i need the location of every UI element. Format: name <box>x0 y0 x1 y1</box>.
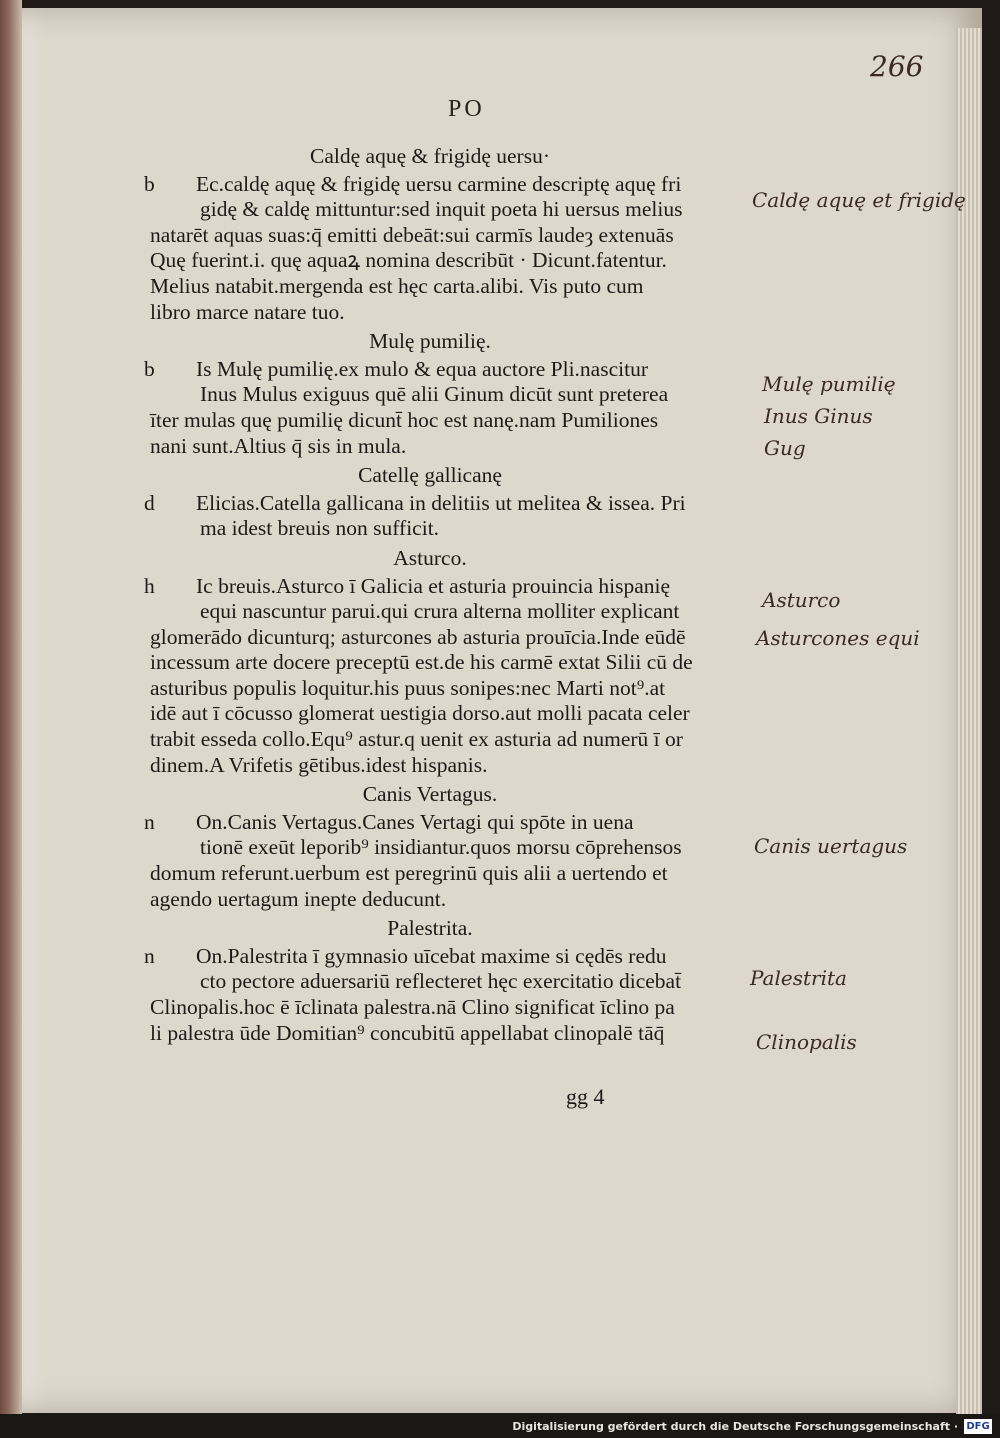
text-line: trabit esseda collo.Equ⁹ astur.q uenit ex asturia ad numerū ī or <box>150 727 683 752</box>
signature-mark: gg 4 <box>566 1084 605 1109</box>
page-fore-edge <box>956 28 982 1418</box>
text-line: dinem.A Vrifetis gētibus.idest hispanis. <box>150 752 488 777</box>
main-text-column <box>144 140 710 1046</box>
text-line: Is Mulę pumilię.ex mulo & equa auctore Pli.nascitur <box>196 356 648 381</box>
footer-bar <box>0 1414 1000 1438</box>
text-line: agendo uertagum inepte deducunt. <box>150 886 447 911</box>
marginal-note: Gug <box>764 436 806 460</box>
marginal-note: Asturcones equi <box>756 626 920 650</box>
text-line: On.Canis Vertagus.Canes Vertagi qui spōte in uena <box>196 809 634 834</box>
section-heading: Asturco. <box>393 545 467 570</box>
text-line: domum referunt.uerbum est peregrinū quis alii a uertendo et <box>150 861 668 886</box>
marginal-note: Canis uertagus <box>754 834 908 858</box>
text-line: nani sunt.Altius q̄ sis in mula. <box>150 433 407 458</box>
guide-letter: h <box>144 573 155 598</box>
marginal-note: Mulę pumilię <box>762 372 896 396</box>
text-line: glomerādo dicunturq; asturcones ab asturia prouīcia.Inde eūdē <box>150 624 686 649</box>
running-head: PO <box>448 96 485 122</box>
marginal-note: Caldę aquę et frigidę <box>752 188 966 212</box>
binding-edge <box>0 0 22 1438</box>
marginal-note: Inus Ginus <box>764 404 873 428</box>
text-line: Clinopalis.hoc ē īclinata palestra.nā Clino significat īclino pa <box>150 995 675 1019</box>
text-line: cto pectore aduersariū reflecteret hęc exercitatio dicebat̄ <box>200 969 682 994</box>
text-entry <box>144 943 710 1046</box>
folio-number: 266 <box>870 50 924 83</box>
text-entry <box>144 809 710 912</box>
dfg-logo-icon: DFG <box>964 1419 992 1434</box>
section-heading: Caldę aquę & frigidę uersu· <box>310 144 550 168</box>
marginal-note: Palestrita <box>750 966 847 990</box>
guide-letter: b <box>144 171 155 196</box>
text-line: incessum arte docere preceptū est.de his carmē extat Silii cū de <box>150 650 693 675</box>
text-line: Elicias.Catella gallicana in delitiis ut melitea & issea. Pri <box>196 490 686 515</box>
guide-letter: n <box>144 943 155 968</box>
guide-letter: d <box>144 490 155 515</box>
text-entry <box>144 490 710 542</box>
text-line: asturibus populis loquitur.his puus sonipes:nec Marti not⁹.at <box>150 675 666 700</box>
section-heading: Canis Vertagus. <box>362 782 498 807</box>
text-line: idē aut ī cōcusso glomerat uestigia dorso.aut molli pacata celer <box>150 701 690 726</box>
text-line: gidę & caldę mittuntur:sed inquit poeta hi uersus melius <box>200 197 683 222</box>
text-line: īter mulas quę pumilię dicunt̄ hoc est nanę.nam Pumiliones <box>150 407 659 432</box>
section-heading: Catellę gallicanę <box>358 463 502 488</box>
text-entry <box>144 171 710 326</box>
section-heading: Mulę pumilię. <box>369 329 491 354</box>
text-line: libro marce natare tuo. <box>150 299 345 324</box>
marginal-note: Clinopalis <box>756 1030 857 1054</box>
text-line: Quę fuerint.i. quę aquaꝝ nomina describūt · Dicunt.fatentur. <box>150 248 667 273</box>
guide-letter: b <box>144 356 155 381</box>
text-line: Ic breuis.Asturco ī Galicia et asturia prouincia hispanię <box>196 573 671 598</box>
text-line: ma idest breuis non sufficit. <box>200 516 440 541</box>
section-heading: Palestrita. <box>387 916 473 941</box>
text-line: tionē exeūt leporib⁹ insidiantur.quos morsu cōprehensos <box>200 835 682 860</box>
funding-notice: Digitalisierung gefördert durch die Deutsche Forschungsgemeinschaft · <box>512 1420 958 1433</box>
text-line: Melius natabit.mergenda est hęc carta.alibi. Vis puto cum <box>150 273 644 298</box>
text-line: equi nascuntur parui.qui crura alterna molliter explicant <box>200 599 680 624</box>
text-line: On.Palestrita ī gymnasio uīcebat maxime si cędēs redu <box>196 943 667 968</box>
text-entry <box>144 356 710 459</box>
marginal-note: Asturco <box>762 588 841 612</box>
text-entry <box>144 573 710 779</box>
text-line: natarēt aquas suas:q̄ emitti debeāt:sui carmīs laudeȝ extenuās <box>150 222 674 247</box>
text-line: Inus Mulus exiguus quē alii Ginum dicūt sunt preterea <box>200 382 669 407</box>
guide-letter: n <box>144 809 155 834</box>
text-line: li palestra ūde Domitian⁹ concubitū appellabat clinopalē tāq̄ <box>150 1020 665 1045</box>
text-line: Ec.caldę aquę & frigidę uersu carmine descriptę aquę fri <box>196 171 682 196</box>
